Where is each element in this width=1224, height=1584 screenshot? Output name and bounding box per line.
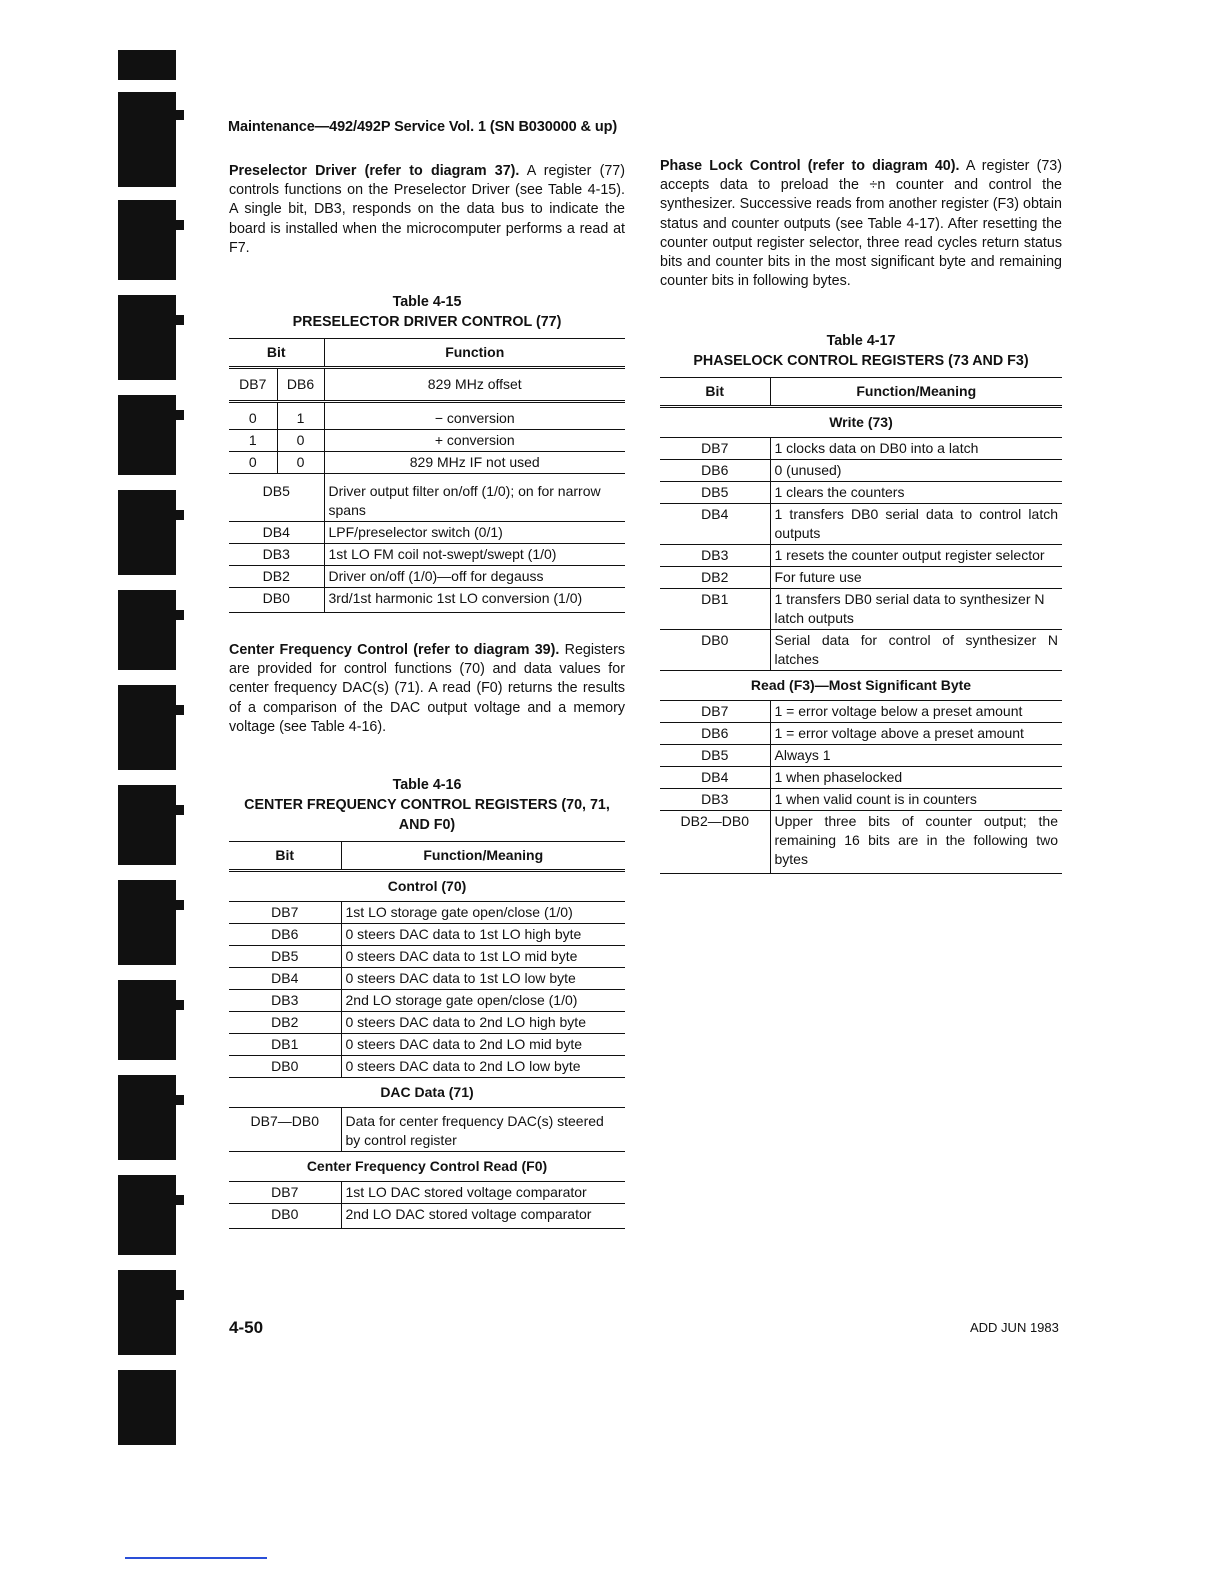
- function-cell: 1st LO FM coil not-swept/swept (1/0): [324, 544, 625, 566]
- table-4-16: [229, 841, 625, 1229]
- combo-a: 0: [229, 452, 277, 474]
- bit-cell: DB6: [229, 924, 341, 946]
- function-cell: For future use: [770, 567, 1062, 589]
- bit-cell: DB3: [229, 990, 341, 1012]
- table-row: [660, 789, 1062, 811]
- table-row: [660, 630, 1062, 671]
- table-row: [229, 402, 625, 430]
- table-row: [660, 482, 1062, 504]
- bit-cell: DB2: [660, 567, 770, 589]
- function-cell: 0 steers DAC data to 1st LO low byte: [341, 968, 625, 990]
- combo-b: 0: [277, 452, 324, 474]
- section-dac: DAC Data (71): [229, 1078, 625, 1108]
- preselector-lead: Preselector Driver (refer to diagram 37).: [229, 163, 520, 179]
- bit-cell: DB3: [660, 545, 770, 567]
- table-4-15-title: Table 4-15: [392, 294, 462, 311]
- bit-cell: DB2: [229, 566, 324, 588]
- section-control: Control (70): [229, 871, 625, 902]
- bit-cell: DB5: [229, 474, 324, 522]
- table-row: [229, 1182, 625, 1204]
- right-column: [660, 157, 1062, 874]
- table-4-17: [660, 377, 1062, 874]
- phase-lock-paragraph: [660, 157, 1062, 291]
- table-row: [229, 990, 625, 1012]
- function-cell: 1 resets the counter output register selector: [770, 545, 1062, 567]
- function-cell: LPF/preselector switch (0/1): [324, 522, 625, 544]
- function-cell: Upper three bits of counter output; the remaining 16 bits are in the following two bytes: [770, 811, 1062, 874]
- table-4-15: [229, 338, 625, 613]
- table-row: [229, 902, 625, 924]
- function-cell: 0 steers DAC data to 1st LO mid byte: [341, 946, 625, 968]
- table-row: [229, 1034, 625, 1056]
- table-row: [660, 701, 1062, 723]
- bit-cell: DB2: [229, 1012, 341, 1034]
- left-column: [229, 162, 625, 1229]
- table-row: [229, 968, 625, 990]
- table-row: [229, 430, 625, 452]
- function-cell: Driver output filter on/off (1/0); on for narrow spans: [324, 474, 625, 522]
- preselector-body: A register (77) controls functions on the Preselector Driver (see Table 4-15). A single bit, DB3, responds on the data bus to indicate the board is installed when the microcomputer performs a read at F7.: [229, 163, 625, 256]
- function-cell: 0 steers DAC data to 2nd LO high byte: [341, 1012, 625, 1034]
- function-cell: 0 steers DAC data to 2nd LO low byte: [341, 1056, 625, 1078]
- sub-db7: DB7: [239, 376, 267, 393]
- function-cell: 1 transfers DB0 serial data to control latch outputs: [770, 504, 1062, 545]
- table-row: [229, 946, 625, 968]
- table-row: [229, 588, 625, 613]
- col-function-header: Function/Meaning: [341, 842, 625, 871]
- bit-cell: DB7—DB0: [229, 1108, 341, 1152]
- revision-date: ADD JUN 1983: [970, 1320, 1059, 1335]
- bit-cell: DB2—DB0: [660, 811, 770, 874]
- combo-function: + conversion: [324, 430, 625, 452]
- table-row: [229, 566, 625, 588]
- sub-db6: DB6: [277, 368, 324, 402]
- bit-cell: DB4: [660, 504, 770, 545]
- table-row: [660, 567, 1062, 589]
- table-row: [660, 460, 1062, 482]
- preselector-paragraph: [229, 162, 625, 258]
- bit-cell: DB3: [660, 789, 770, 811]
- table-row: [229, 452, 625, 474]
- combo-b: 0: [277, 430, 324, 452]
- function-cell: 1 when valid count is in counters: [770, 789, 1062, 811]
- bit-cell: DB7: [229, 902, 341, 924]
- bit-cell: DB7: [660, 438, 770, 460]
- col-bit-header: Bit: [229, 339, 324, 368]
- col-bit-header: Bit: [229, 842, 341, 871]
- function-cell: Always 1: [770, 745, 1062, 767]
- function-cell: 0 steers DAC data to 1st LO high byte: [341, 924, 625, 946]
- center-frequency-paragraph: [229, 641, 625, 737]
- table-row: [229, 544, 625, 566]
- bit-cell: DB6: [660, 723, 770, 745]
- table-row: [229, 1204, 625, 1229]
- phase-lock-body: A register (73) accepts data to preload the ÷n counter and control the synthesizer. Successive reads from another register (F3) obtain status and counter outputs (see Table 4-17). After resetting the counter output register selector, three read cycles return status bits and counter bits in the most significant byte and remaining counter bits in following bytes.: [660, 158, 1062, 290]
- center-frequency-lead: Center Frequency Control (refer to diagram 39).: [229, 642, 560, 659]
- table-row: [660, 589, 1062, 630]
- bit-cell: DB0: [660, 630, 770, 671]
- table-4-15-subtitle: PRESELECTOR DRIVER CONTROL (77): [292, 314, 562, 331]
- combo-a: 1: [229, 430, 277, 452]
- table-row: [229, 1056, 625, 1078]
- table-row: [229, 924, 625, 946]
- function-cell: 1st LO DAC stored voltage comparator: [341, 1182, 625, 1204]
- function-cell: 0 steers DAC data to 2nd LO mid byte: [341, 1034, 625, 1056]
- function-cell: Serial data for control of synthesizer N latches: [770, 630, 1062, 671]
- table-row: [229, 522, 625, 544]
- function-cell: 0 (unused): [770, 460, 1062, 482]
- function-cell: 1 transfers DB0 serial data to synthesizer N latch outputs: [770, 589, 1062, 630]
- bit-cell: DB0: [229, 1056, 341, 1078]
- table-row: [229, 1012, 625, 1034]
- function-cell: 1 when phaselocked: [770, 767, 1062, 789]
- combo-b: 1: [277, 402, 324, 430]
- table-4-16-title: Table 4-16: [392, 777, 462, 794]
- bit-cell: DB4: [660, 767, 770, 789]
- bit-cell: DB7: [660, 701, 770, 723]
- bit-cell: DB1: [229, 1034, 341, 1056]
- table-row: [660, 767, 1062, 789]
- col-bit-header: Bit: [660, 378, 770, 407]
- function-cell: Driver on/off (1/0)—off for degauss: [324, 566, 625, 588]
- combo-a: 0: [229, 402, 277, 430]
- table-row: [660, 723, 1062, 745]
- function-cell: 1st LO storage gate open/close (1/0): [341, 902, 625, 924]
- table-4-16-subtitle: CENTER FREQUENCY CONTROL REGISTERS (70, 71, AND F0): [244, 797, 610, 834]
- function-cell: 1 = error voltage above a preset amount: [770, 723, 1062, 745]
- phase-lock-lead: Phase Lock Control (refer to diagram 40).: [660, 158, 960, 174]
- table-row: [660, 745, 1062, 767]
- bit-cell: DB4: [229, 968, 341, 990]
- bit-cell: DB5: [229, 946, 341, 968]
- function-cell: 2nd LO DAC stored voltage comparator: [341, 1204, 625, 1229]
- table-row: [660, 545, 1062, 567]
- table-4-17-subtitle: PHASELOCK CONTROL REGISTERS (73 AND F3): [693, 353, 1029, 370]
- function-cell: 3rd/1st harmonic 1st LO conversion (1/0): [324, 588, 625, 613]
- bit-cell: DB6: [660, 460, 770, 482]
- bit-cell: DB0: [229, 1204, 341, 1229]
- function-cell: 2nd LO storage gate open/close (1/0): [341, 990, 625, 1012]
- table-row: [660, 438, 1062, 460]
- table-row: [660, 811, 1062, 874]
- combo-function: − conversion: [324, 402, 625, 430]
- function-cell: 1 clocks data on DB0 into a latch: [770, 438, 1062, 460]
- bit-cell: DB1: [660, 589, 770, 630]
- col-function-header: Function: [324, 339, 625, 368]
- combo-function: 829 MHz IF not used: [324, 452, 625, 474]
- table-row: [660, 504, 1062, 545]
- bit-cell: DB4: [229, 522, 324, 544]
- page-header: Maintenance—492/492P Service Vol. 1 (SN B030000 & up): [228, 119, 618, 135]
- bit-cell: DB5: [660, 482, 770, 504]
- scan-edge-line: [125, 1557, 267, 1559]
- section-read: Read (F3)—Most Significant Byte: [660, 671, 1062, 701]
- section-write: Write (73): [660, 407, 1062, 438]
- sub-func: 829 MHz offset: [324, 368, 625, 402]
- function-cell: 1 clears the counters: [770, 482, 1062, 504]
- page-number: 4-50: [229, 1318, 264, 1337]
- function-cell: Data for center frequency DAC(s) steered by control register: [341, 1108, 625, 1152]
- bit-cell: DB0: [229, 588, 324, 613]
- table-4-17-title: Table 4-17: [826, 333, 896, 350]
- table-row: [229, 1108, 625, 1152]
- function-cell: 1 = error voltage below a preset amount: [770, 701, 1062, 723]
- bit-cell: DB7: [229, 1182, 341, 1204]
- section-read: Center Frequency Control Read (F0): [229, 1152, 625, 1182]
- bit-cell: DB5: [660, 745, 770, 767]
- center-frequency-body: Registers are provided for control functions (70) and data values for center frequency DAC(s) (71). A read (F0) returns the results of a comparison of the DAC output voltage and a memory voltage (see Table 4-16).: [229, 642, 625, 735]
- bit-cell: DB3: [229, 544, 324, 566]
- binding-strip: [118, 50, 190, 1450]
- table-row: [229, 474, 625, 522]
- col-function-header: Function/Meaning: [770, 378, 1062, 407]
